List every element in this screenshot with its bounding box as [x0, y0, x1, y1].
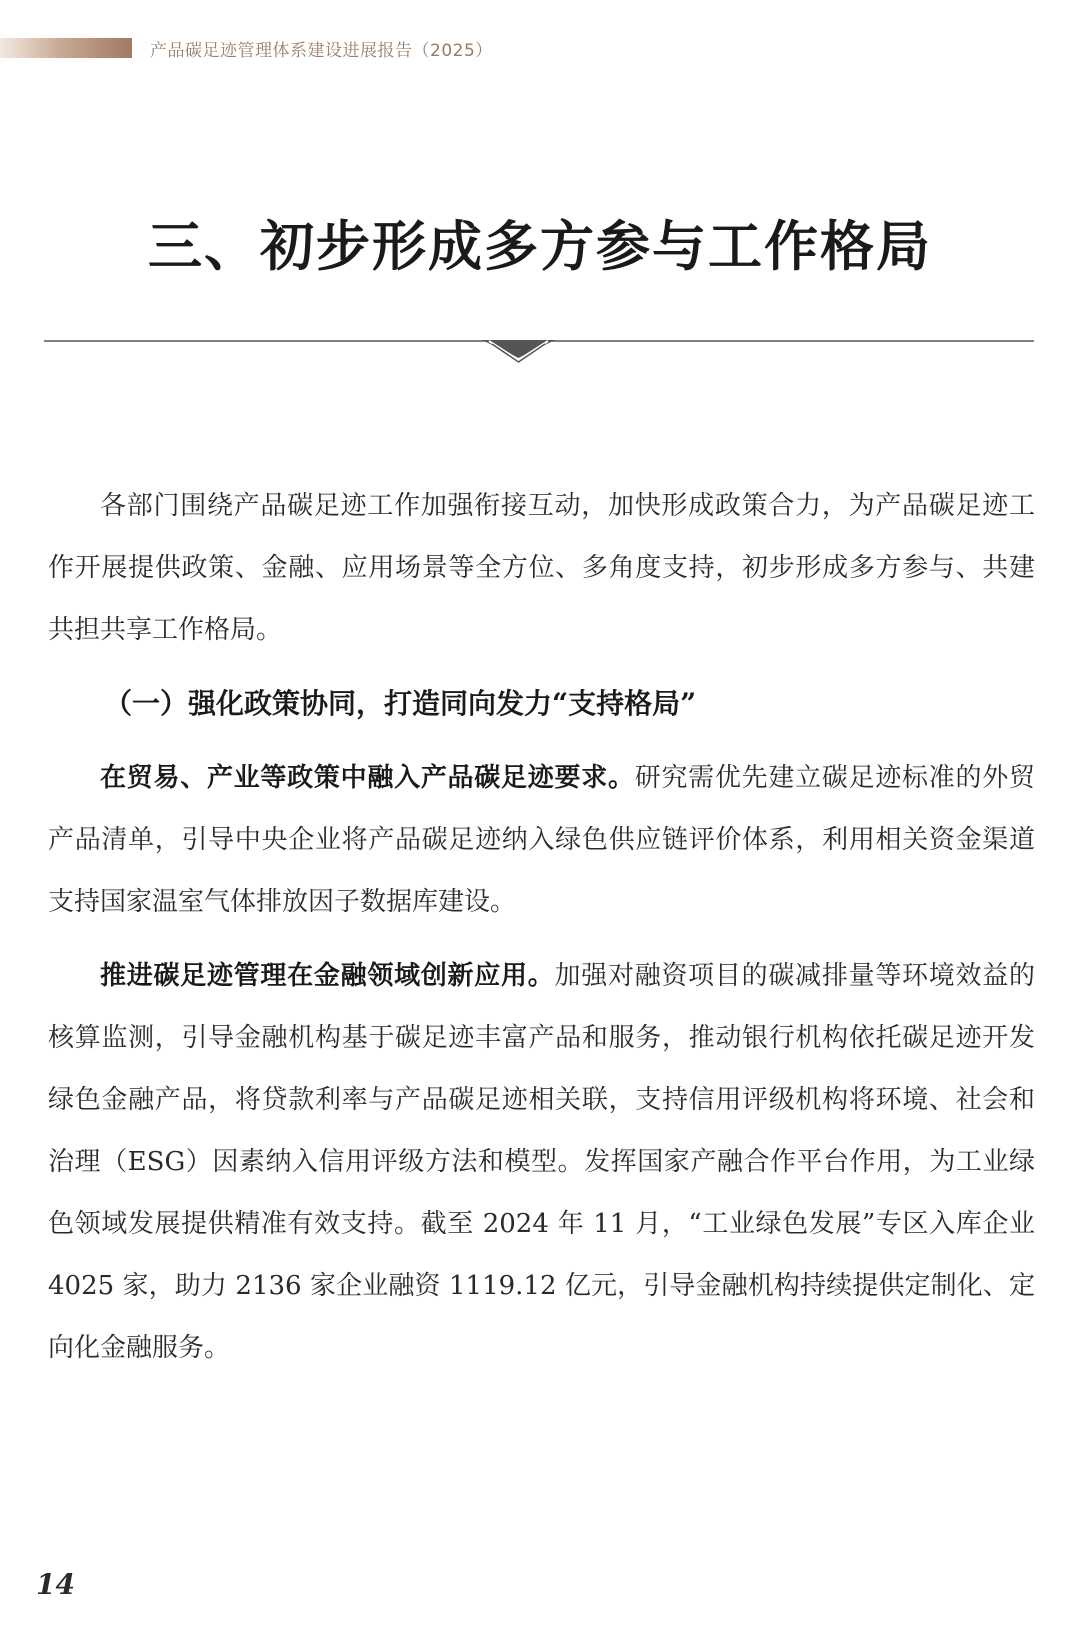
- policy-integration-paragraph: [48, 747, 1035, 933]
- main-content: [48, 475, 1035, 1379]
- paragraph-lead: 在贸易、产业等政策中融入产品碳足迹要求。: [100, 763, 635, 793]
- header-accent-bar: [0, 38, 132, 58]
- section-intro-paragraph: 各部门围绕产品碳足迹工作加强衔接互动，加快形成政策合力，为产品碳足迹工作开展提供政策、金融、应用场景等全方位、多角度支持，初步形成多方参与、共建共担共享工作格局。: [48, 491, 1035, 645]
- subsection-heading: （一）强化政策协同，打造同向发力“支持格局”: [104, 687, 697, 720]
- running-header-title: 产品碳足迹管理体系建设进展报告（2025）: [150, 41, 493, 61]
- section-divider: [44, 340, 1034, 372]
- page-number: 14: [36, 1568, 75, 1601]
- section-title: 三、初步形成多方参与工作格局: [148, 214, 932, 279]
- paragraph-body: 加强对融资项目的碳减排量等环境效益的核算监测，引导金融机构基于碳足迹丰富产品和服务，推动银行机构依托碳足迹开发绿色金融产品，将贷款利率与产品碳足迹相关联，支持信用评级机构将环境、社会和治理（ESG）因素纳入信用评级方法和模型。发挥国家产融合作平台作用，为工业绿色领域发展提供精准有效支持。截至 2024 年 11 月，“工业绿色发展”专区入库企业 4025 家，助力 2136 家企业融资 1119.12 亿元，引导金融机构持续提供定制化、定向化金融服务。: [48, 961, 1035, 1363]
- finance-application-paragraph: [48, 945, 1035, 1379]
- paragraph-body: 研究需优先建立碳足迹标准的外贸产品清单，引导中央企业将产品碳足迹纳入绿色供应链评价体系，利用相关资金渠道支持国家温室气体排放因子数据库建设。: [48, 763, 1035, 917]
- paragraph-lead: 推进碳足迹管理在金融领域创新应用。: [100, 961, 555, 991]
